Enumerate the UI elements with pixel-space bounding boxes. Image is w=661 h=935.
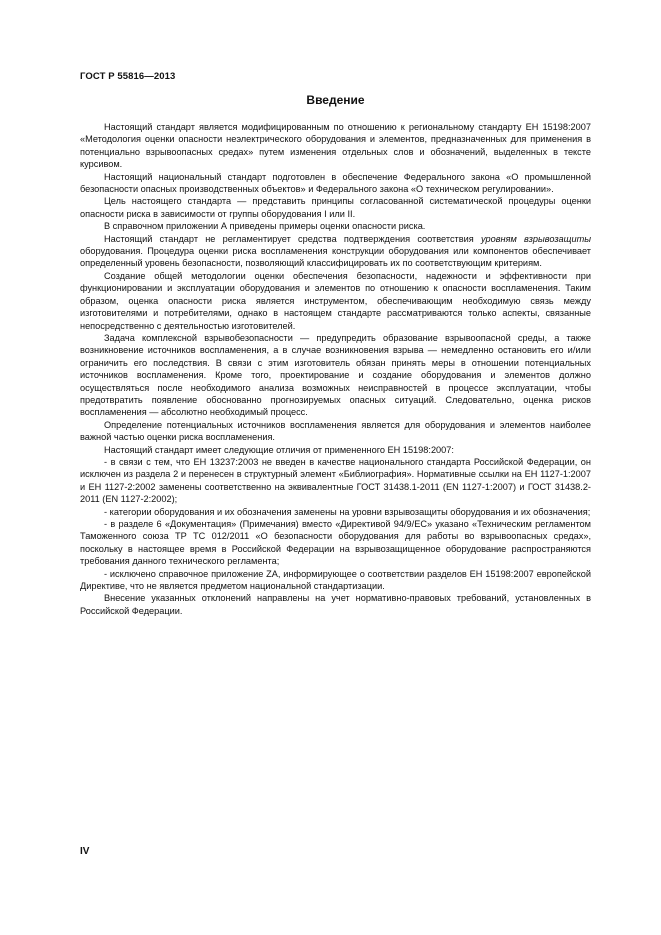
paragraph-purpose: Цель настоящего стандарта — представить принципы согласованной систематической процедуры оценки опасности риска в зависимости от группы оборудования I или II. — [80, 196, 591, 219]
introduction-body — [80, 121, 591, 617]
paragraph-deviations: Внесение указанных отклонений направлены на учет нормативно-правовых требований, установленных в Российской Федерации. — [80, 593, 591, 616]
paragraph-conformity-start: Настоящий стандарт не регламентирует средства подтверждения соответствия — [104, 233, 481, 244]
paragraph-ignition-sources: Определение потенциальных источников воспламенения является для оборудования и элементов наиболее важной частью оценки риска воспламенения. — [80, 419, 591, 443]
list-item-documentation: - в разделе 6 «Документация» (Примечания) вместо «Директивой 94/9/ЕС» указано «Техническим регламентом Таможенного союза ТР ТС 012/2011 «О безопасности оборудования для работы во взрывоопасных средах», поскольку в настоящее время в Российской Федерации на взрывозащищенное оборудование распространяются требования данного технического регламента; — [80, 519, 591, 567]
paragraph-modification: Настоящий стандарт является модифицированным по отношению к региональному стандарту ЕН 15198:2007 «Методология оценки опасности неэлектрического оборудования и элементов, предназначенных для применения в потенциально взрывоопасных средах» путем изменения отдельных слов и обозначений, выделенных в тексте курсивом. — [80, 122, 591, 170]
paragraph-conformity — [80, 233, 591, 270]
paragraph-federal-laws: Настоящий национальный стандарт подготовлен в обеспечение Федерального закона «О промышленной безопасности опасных производственных объектов» и Федерального закона «О техническом регулировании». — [80, 171, 591, 195]
document-code-header: ГОСТ Р 55816—2013 — [80, 71, 176, 82]
paragraph-explosion-safety: Задача комплексной взрывобезопасности — предупредить образование взрывоопасной среды, а также возникновение источников воспламенения, а в случае возникновения взрыва — немедленно остановить его и/или ограничить его последствия. В связи с этим изготовитель обязан принять меры в отношении потенциальных источников воспламенения. Кроме того, проектирование и создание оборудования и элементов должно осуществляться после необходимого анализа возможных неисправностей в процессе эксплуатации, чтобы предотвратить появление обоснованно прогнозируемых опасных ситуаций. Следовательно, оценка рисков воспламенения — абсолютно необходимый процесс. — [80, 332, 591, 418]
paragraph-differences-intro: Настоящий стандарт имеет следующие отличия от примененного ЕН 15198:2007: — [104, 444, 454, 455]
list-item-appendix-za: - исключено справочное приложение ZA, информирующее о соответствии разделов ЕН 15198:2007 европейской Директиве, что не является предметом национальной стандартизации. — [80, 568, 591, 592]
paragraph-conformity-end: оборудования. Процедура оценки риска воспламенения конструкции оборудования или компонентов обеспечивает определенный уровень безопасности, позволяющий классифицировать их по соответствующим критериям. — [80, 246, 591, 269]
page-number: IV — [80, 846, 90, 857]
list-item-categories: - категории оборудования и их обозначения заменены на уровни взрывозащиты оборудования и их обозначения; — [104, 506, 591, 517]
paragraph-methodology: Создание общей методологии оценки обеспечения безопасности, надежности и эффективности при функционировании и эксплуатации оборудования и элементов по отношению к опасности воспламенения. Таким образом, оценка опасности риска является инструментом, обеспечивающим необходимую связь между изготовителями и потребителями, однако в настоящем стандарте рассматриваются только аспекты, связанные непосредственно с деятельностью изготовителей. — [80, 270, 591, 331]
paragraph-conformity-italic: уровням взрывозащиты — [480, 233, 591, 244]
list-item-bibliography: - в связи с тем, что ЕН 13237:2003 не введен в качестве национального стандарта Российской Федерации, он исключен из раздела 2 и перенесен в структурный элемент «Библиография». Нормативные ссылки на ЕН 1127-1:2007 и ЕН 1127-2:2002 заменены соответственно на эквивалентные ГОСТ 31438.1-2011 (EN 1127-1:2007) и ГОСТ 31438.2-2011 (EN 1127-2:2002); — [80, 456, 591, 505]
paragraph-appendix-a: В справочном приложении А приведены примеры оценки опасности риска. — [104, 221, 426, 232]
section-title: Введение — [306, 93, 365, 107]
